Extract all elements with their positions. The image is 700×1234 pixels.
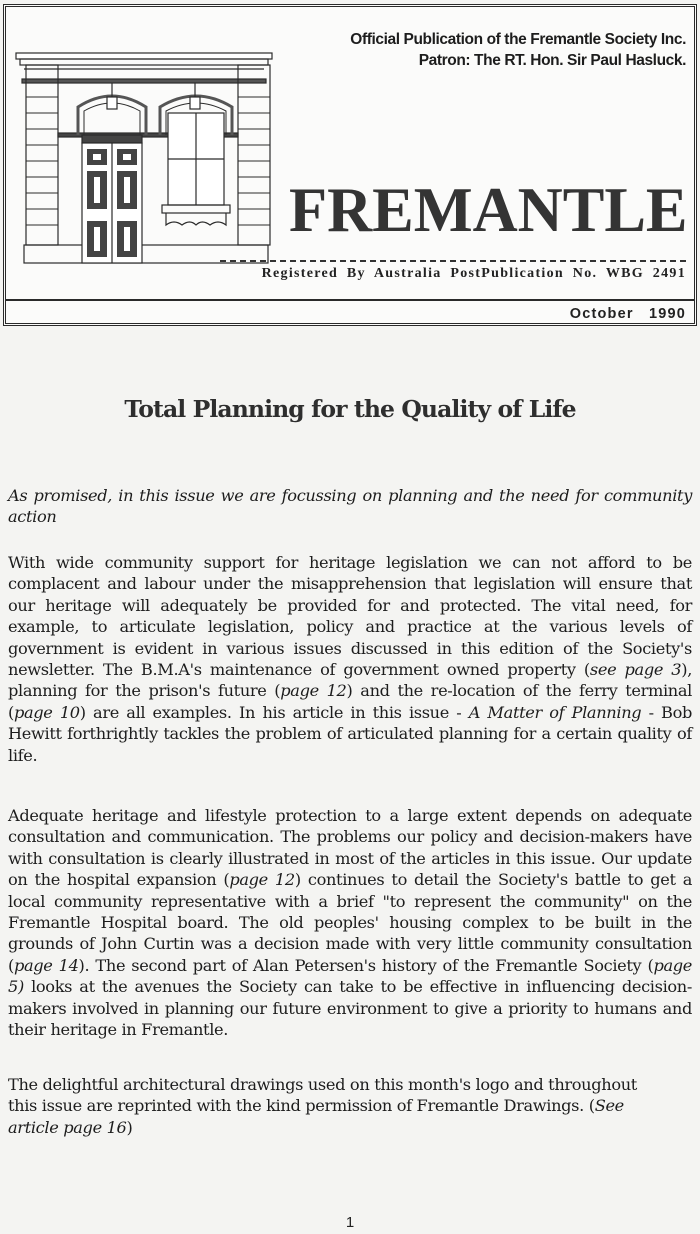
text-run: ) bbox=[126, 1117, 133, 1137]
article-intro: As promised, in this issue we are focussing on planning and the need for community action bbox=[8, 486, 692, 527]
text-run: The delightful architectural drawings used on this month's logo and throughout this issue are reprinted with the kind permission of Fremantle Drawings. ( bbox=[8, 1075, 637, 1116]
registration-line: Registered By Australia PostPublication No. WBG 2491 bbox=[220, 260, 686, 282]
masthead-title: FREMANTLE bbox=[289, 175, 688, 245]
patron-line: Patron: The RT. Hon. Sir Paul Hasluck. bbox=[418, 52, 686, 69]
page-reference: page 12 bbox=[280, 681, 347, 701]
page-reference: see page 3 bbox=[589, 660, 682, 680]
article-title-reference: A Matter of Planning bbox=[468, 702, 642, 722]
page-reference: See article page 16 bbox=[8, 1096, 624, 1137]
paragraph-2 bbox=[8, 805, 692, 1040]
building-facade-illustration bbox=[14, 49, 276, 269]
page-reference: page 10 bbox=[13, 702, 80, 722]
official-line: Official Publication of the Fremantle Society Inc. bbox=[350, 31, 686, 48]
text-run: ) continues to detail the Society's battle to get a local community representative with a brief "to represent the community" on the Fremantle Hospital board. The old peoples' housing complex to be built in the grounds of John Curtin was a decision made with very little community consultation ( bbox=[8, 870, 693, 975]
paragraph-3 bbox=[8, 1074, 648, 1138]
issue-date: October 1990 bbox=[569, 306, 686, 322]
text-run: ), planning for the prison's future ( bbox=[8, 660, 692, 701]
masthead bbox=[3, 4, 697, 326]
masthead-top bbox=[6, 7, 694, 301]
page-reference: page 12 bbox=[229, 870, 295, 890]
paragraph-1 bbox=[8, 552, 692, 766]
text-run: looks at the avenues the Society can take to be effective in influencing decision-makers involved in planning our future environment to give a priority to humans and their heritage in Fremantle. bbox=[8, 977, 692, 1040]
page-reference: page 5) bbox=[8, 955, 692, 997]
text-run: ) are all examples. In his article in this issue - bbox=[79, 702, 469, 722]
page-number: 1 bbox=[345, 1214, 355, 1231]
text-run: - Bob Hewitt forthrightly tackles the problem of articulated planning for a certain quality of life. bbox=[8, 702, 693, 765]
text-run: ) and the re-location of the ferry terminal ( bbox=[8, 681, 693, 722]
publication-info bbox=[350, 29, 686, 71]
text-run: Adequate heritage and lifestyle protection to a large extent depends on adequate consultation and communication. The problems our policy and decision-makers have with consultation is clearly illustrated in most of the articles in this issue. Our update on the hospital expansion ( bbox=[8, 806, 692, 890]
article-headline: Total Planning for the Quality of Life bbox=[124, 395, 576, 423]
text-run: ). The second part of Alan Petersen's history of the Fremantle Society ( bbox=[78, 955, 654, 975]
page-reference: page 14 bbox=[13, 955, 79, 975]
text-run: With wide community support for heritage legislation we can not afford to be complacent and labour under the misapprehension that legislation will ensure that our heritage will adequately be provided for and protected. The vital need, for example, to articulate legislation, policy and practice at the various levels of government is evident in various issues discussed in this edition of the Society's newsletter. The B.M.A's maintenance of government owned property ( bbox=[8, 553, 692, 680]
